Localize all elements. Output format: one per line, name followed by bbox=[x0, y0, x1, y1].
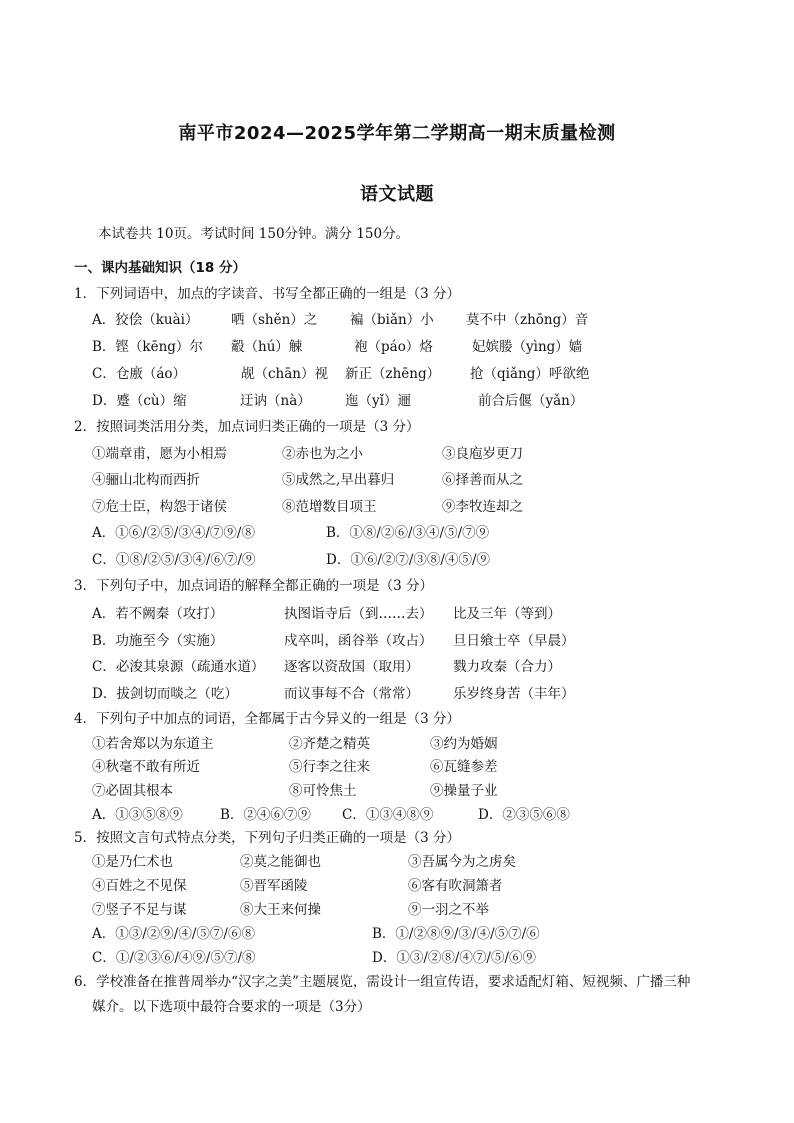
q2-item-6: ⑥择善而从之 bbox=[442, 472, 523, 488]
q2-option-c: C．①⑧/②⑤/③④/⑥⑦/⑨ bbox=[92, 552, 256, 568]
q5-option-a: A．①③/②⑨/④/⑤⑦/⑥⑧ bbox=[92, 926, 255, 942]
q1-option-d-part1: D．蹙（cù）缩 bbox=[92, 393, 187, 409]
q3-option-a-part1: A．若不阙秦（攻打） bbox=[92, 606, 224, 622]
question-1-stem: 1．下列词语中，加点的字读音、书写全都正确的一组是（3 分） bbox=[74, 286, 460, 302]
q4-item-3: ③约为婚姻 bbox=[430, 736, 498, 752]
q2-item-5: ⑤成然之,早出暮归 bbox=[282, 472, 395, 488]
question-5-stem: 5．按照文言句式特点分类，下列句子归类正确的一项是（3 分） bbox=[74, 830, 460, 846]
q1-option-a-part4: 莫不中（zhōng）音 bbox=[466, 312, 589, 328]
q1-option-c-part3: 新正（zhēng） bbox=[345, 366, 441, 382]
q5-option-c: C．①/②③⑥/④⑨/⑤⑦/⑧ bbox=[92, 950, 256, 966]
q4-item-9: ⑨操量子业 bbox=[430, 783, 498, 799]
q3-option-a-part3: 比及三年（等到） bbox=[453, 606, 561, 622]
q4-item-8: ⑧可怜焦土 bbox=[289, 783, 357, 799]
q5-item-3: ③吾属今为之虏矣 bbox=[408, 854, 516, 870]
q2-option-d: D．①⑥/②⑦/③⑧/④⑤/⑨ bbox=[326, 552, 491, 568]
q3-option-d-part2: 而议事每不合（常常） bbox=[284, 686, 419, 702]
q1-option-b-part1: B．铿（kēng）尔 bbox=[92, 339, 203, 355]
question-6-stem-line-2: 媒介。以下选项中最符合要求的一项是（3分） bbox=[92, 999, 371, 1015]
q2-item-9: ⑨李牧连却之 bbox=[442, 499, 523, 515]
q3-option-b-part2: 戍卒叫，函谷举（攻占） bbox=[284, 633, 433, 649]
q5-item-7: ⑦竖子不足与谋 bbox=[92, 902, 187, 918]
q4-option-b: B．②④⑥⑦⑨ bbox=[220, 807, 311, 823]
q5-item-6: ⑥客有吹洞箫者 bbox=[408, 878, 503, 894]
q2-option-b: B．①⑧/②⑥/③④/⑤/⑦⑨ bbox=[326, 525, 490, 541]
question-3-stem: 3．下列句子中，加点词语的解释全都正确的一项是（3 分） bbox=[74, 578, 433, 594]
q5-item-2: ②莫之能御也 bbox=[240, 854, 321, 870]
question-4-stem: 4．下列句子中加点的词语，全都属于古今异义的一组是（3 分） bbox=[74, 711, 460, 727]
q1-option-c-part2: 觇（chān）视 bbox=[241, 366, 328, 382]
q1-option-c-part4: 抢（qiǎng）呼欲绝 bbox=[470, 366, 590, 382]
q2-item-3: ③良庖岁更刀 bbox=[442, 446, 523, 462]
q4-item-6: ⑥瓦缝参差 bbox=[430, 759, 498, 775]
question-2-stem: 2．按照词类活用分类，加点词归类正确的一项是（3 分） bbox=[74, 419, 420, 435]
q5-item-5: ⑤晋军函陵 bbox=[240, 878, 308, 894]
q4-option-c: C．①③④⑧⑨ bbox=[342, 807, 434, 823]
q5-item-1: ①是乃仁术也 bbox=[92, 854, 173, 870]
q2-item-4: ④骊山北构而西折 bbox=[92, 472, 200, 488]
q3-option-b-part1: B．功施至今（实施） bbox=[92, 633, 224, 649]
q5-option-b: B．①/②⑧⑨/③/④/⑤⑦/⑥ bbox=[372, 926, 540, 942]
q2-item-7: ⑦危士臣，构怨于诸侯 bbox=[92, 499, 227, 515]
q1-option-d-part4: 前合后偃（yǎn） bbox=[478, 393, 584, 409]
q3-option-c-part3: 戮力攻秦（合力） bbox=[453, 659, 561, 675]
q4-item-1: ①若舍郑以为东道主 bbox=[92, 736, 214, 752]
q5-item-9: ⑨一羽之不举 bbox=[408, 902, 489, 918]
q1-option-b-part4: 妃嫔媵（yìng）嫱 bbox=[472, 339, 583, 355]
q4-item-4: ④秋毫不敢有所近 bbox=[92, 759, 200, 775]
q1-option-d-part2: 迂讷（nà） bbox=[240, 393, 311, 409]
q4-option-d: D．②③⑤⑥⑧ bbox=[478, 807, 570, 823]
q3-option-a-part2: 执图诣寺后（到……去） bbox=[284, 606, 433, 622]
question-6-stem-line-1: 6．学校准备在推普周举办“汉字之美”主题展览，需设计一组宣传语，要求适配灯箱、短视频、广播三种 bbox=[74, 974, 691, 990]
q5-option-d: D．①③/②⑧/④⑦/⑤/⑥⑨ bbox=[372, 950, 537, 966]
exam-intro: 本试卷共 10页。考试时间 150分钟。满分 150分。 bbox=[98, 226, 410, 242]
q4-item-2: ②齐楚之精英 bbox=[289, 736, 370, 752]
q4-item-5: ⑤行李之往来 bbox=[289, 759, 370, 775]
q4-option-a: A．①③⑤⑧⑨ bbox=[92, 807, 183, 823]
q4-item-7: ⑦必固其根本 bbox=[92, 783, 173, 799]
q5-item-8: ⑧大王来何操 bbox=[240, 902, 321, 918]
section-heading: 一、课内基础知识（18 分） bbox=[74, 260, 246, 276]
page-subtitle: 语文试题 bbox=[360, 184, 434, 205]
page-title: 南平市2024—2025学年第二学期高一期末质量检测 bbox=[178, 123, 616, 144]
q1-option-b-part3: 袍（páo）烙 bbox=[354, 339, 433, 355]
q1-option-a-part2: 哂（shěn）之 bbox=[231, 312, 318, 328]
q1-option-d-part3: 迤（yǐ）逦 bbox=[345, 393, 411, 409]
q3-option-d-part1: D．拔剑切而啖之（吃） bbox=[92, 686, 238, 702]
q2-item-2: ②赤也为之小 bbox=[282, 446, 363, 462]
q1-option-b-part2: 觳（hú）觫 bbox=[231, 339, 303, 355]
q3-option-c-part2: 逐客以资敌国（取用） bbox=[284, 659, 419, 675]
q3-option-d-part3: 乐岁终身苦（丰年） bbox=[453, 686, 575, 702]
q1-option-a-part1: A．狡侩（kuài） bbox=[92, 312, 199, 328]
q1-option-a-part3: 褊（biǎn）小 bbox=[350, 312, 434, 328]
q1-option-c-part1: C．仓廒（áo） bbox=[92, 366, 187, 382]
q2-option-a: A．①⑥/②⑤/③④/⑦⑨/⑧ bbox=[92, 525, 255, 541]
q5-item-4: ④百姓之不见保 bbox=[92, 878, 187, 894]
q3-option-b-part3: 旦日飨士卒（早晨） bbox=[453, 633, 575, 649]
q2-item-1: ①端章甫，愿为小相焉 bbox=[92, 446, 227, 462]
q3-option-c-part1: C．必浚其泉源（疏通水道） bbox=[92, 659, 265, 675]
q2-item-8: ⑧范增数目项王 bbox=[282, 499, 377, 515]
